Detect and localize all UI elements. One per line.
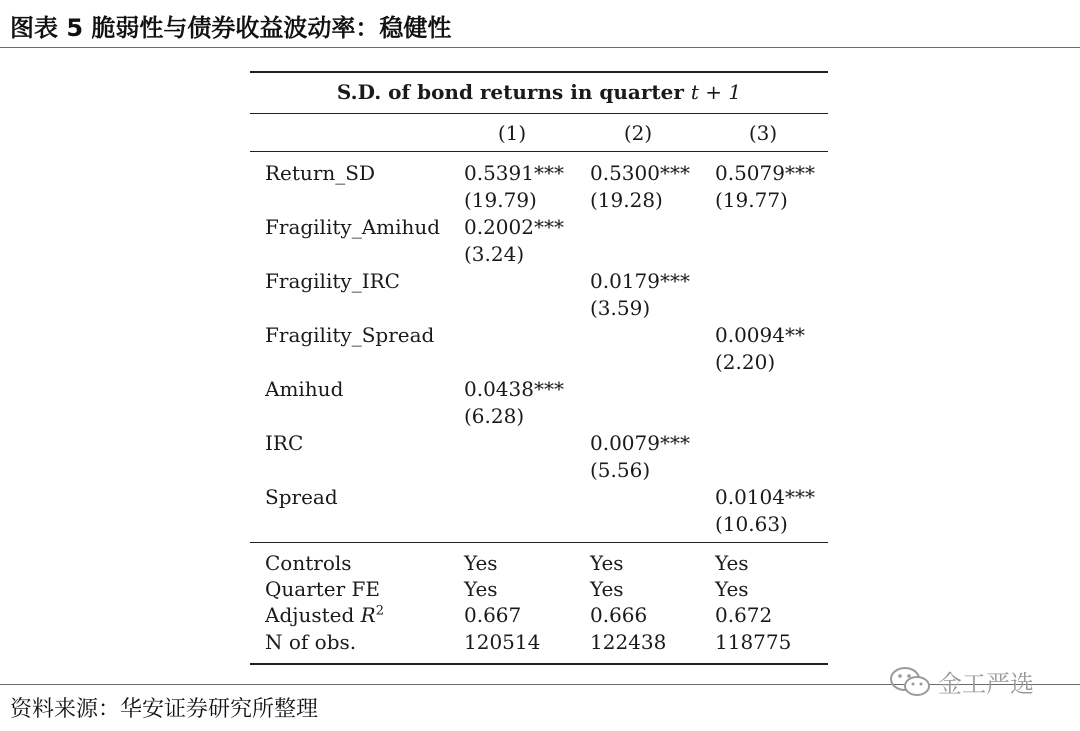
footer-value: Yes bbox=[715, 551, 749, 575]
footer-value: 122438 bbox=[590, 630, 667, 654]
column-header: (3) bbox=[748, 121, 778, 145]
footer-label bbox=[265, 603, 384, 627]
footer-value: 0.667 bbox=[464, 603, 522, 627]
table-title-rule bbox=[250, 113, 828, 114]
row-label: Return_SD bbox=[265, 161, 375, 185]
tstat-cell: (3.59) bbox=[590, 296, 651, 320]
footer-value: Yes bbox=[590, 577, 624, 601]
coefficient-cell: 0.5300*** bbox=[590, 161, 690, 185]
row-label: Fragility_Amihud bbox=[265, 215, 441, 239]
tstat-cell: (19.28) bbox=[590, 188, 663, 212]
source-note: 资料来源：华安证券研究所整理 bbox=[10, 697, 319, 722]
footer-label-text: Adjusted bbox=[265, 603, 361, 627]
column-header: (2) bbox=[623, 121, 653, 145]
row-label: Amihud bbox=[265, 377, 344, 401]
wechat-icon bbox=[888, 665, 932, 699]
title-divider bbox=[0, 47, 1080, 48]
tstat-cell: (2.20) bbox=[715, 350, 776, 374]
coefficient-cell: 0.0079*** bbox=[590, 431, 690, 455]
coefficient-cell: 0.5079*** bbox=[715, 161, 815, 185]
table-footer-rule bbox=[250, 542, 828, 543]
table-title-var: t + 1 bbox=[690, 80, 742, 104]
table-bottom-rule bbox=[250, 663, 828, 665]
footer-value: Yes bbox=[464, 577, 498, 601]
tstat-cell: (19.77) bbox=[715, 188, 788, 212]
watermark-text: 金工严选 bbox=[938, 670, 1034, 698]
row-label: Fragility_Spread bbox=[265, 323, 435, 347]
footer-value: Yes bbox=[464, 551, 498, 575]
footer-value: 0.666 bbox=[590, 603, 648, 627]
tstat-cell: (19.79) bbox=[464, 188, 537, 212]
tstat-cell: (3.24) bbox=[464, 242, 525, 266]
table-title-text: S.D. of bond returns in quarter bbox=[336, 80, 684, 104]
footer-value: Yes bbox=[590, 551, 624, 575]
coefficient-cell: 0.0438*** bbox=[464, 377, 564, 401]
row-label: Spread bbox=[265, 485, 338, 509]
coefficient-cell: 0.5391*** bbox=[464, 161, 564, 185]
regression-table bbox=[250, 71, 828, 665]
tstat-cell: (5.56) bbox=[590, 458, 651, 482]
table-top-rule bbox=[250, 71, 828, 73]
footer-value: 0.672 bbox=[715, 603, 773, 627]
coefficient-cell: 0.0179*** bbox=[590, 269, 690, 293]
footer-label: Controls bbox=[265, 551, 352, 575]
footer-value: Yes bbox=[715, 577, 749, 601]
footer-label-superscript: 2 bbox=[375, 603, 384, 619]
footer-value: 120514 bbox=[464, 630, 541, 654]
table-header-rule bbox=[250, 151, 828, 152]
column-header: (1) bbox=[497, 121, 527, 145]
tstat-cell: (6.28) bbox=[464, 404, 525, 428]
coefficient-cell: 0.0104*** bbox=[715, 485, 815, 509]
tstat-cell: (10.63) bbox=[715, 512, 788, 536]
coefficient-cell: 0.2002*** bbox=[464, 215, 564, 239]
figure-title: 图表 5 脆弱性与债券收益波动率：稳健性 bbox=[10, 14, 452, 42]
coefficient-cell: 0.0094** bbox=[715, 323, 805, 347]
footer-value: 118775 bbox=[715, 630, 792, 654]
row-label: IRC bbox=[265, 431, 304, 455]
watermark bbox=[888, 664, 1034, 699]
table-title bbox=[250, 80, 828, 104]
footer-label-symbol: R bbox=[360, 603, 376, 627]
footer-label: Quarter FE bbox=[265, 577, 381, 601]
row-label: Fragility_IRC bbox=[265, 269, 400, 293]
footer-label: N of obs. bbox=[265, 630, 357, 654]
